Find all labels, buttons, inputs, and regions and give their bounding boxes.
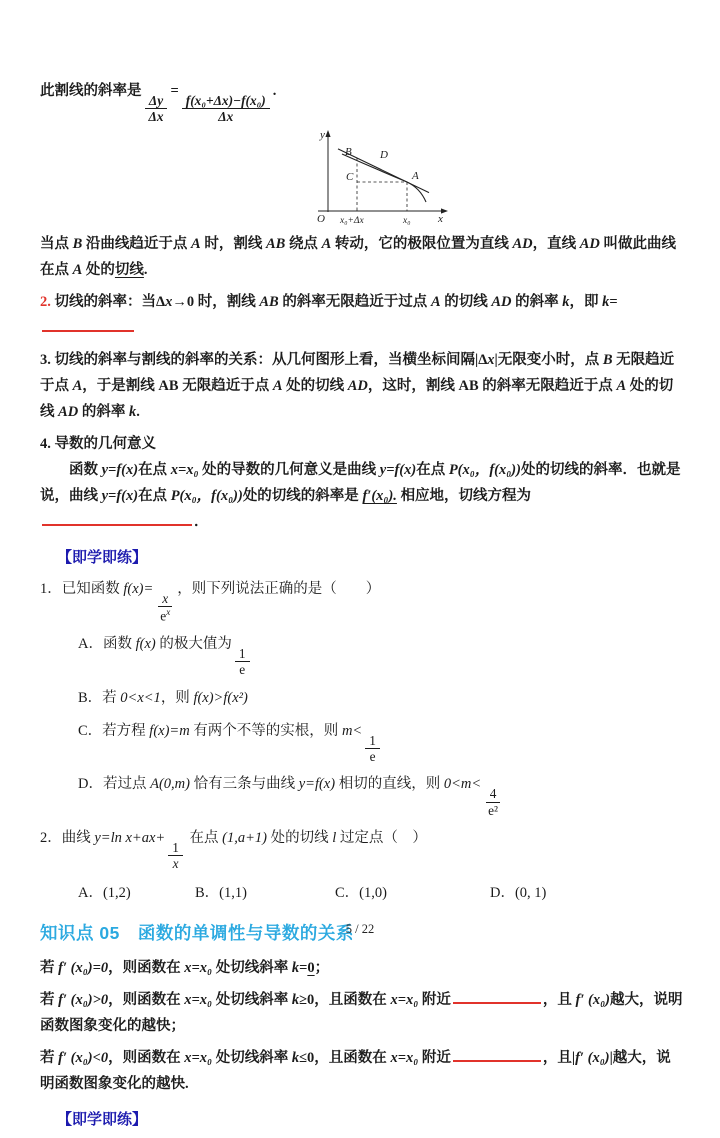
item-4-title: 4. 导数的几何意义 [40,435,156,452]
para-geometric-meaning: 函数 y=f(x)在点 x=x₀ 处的导数的几何意义是曲线 y=f(x)在点 P(x₀，f(x₀))处的切线的斜率．也就是说，曲线 y=f(x)在点 P(x₀，f(x₀))处的切线的斜率是 f′(x₀). 相应地，切线方程为． [40,461,681,530]
question-1: 1．已知函数 f(x)= $\frac{x}{e^x}$ ，则下列说法正确的是（ ） [40,580,381,624]
label-tick-x0-dx: x₀+Δx [340,215,364,226]
kp05-para-negative: 若 f′ (x₀)<0，则函数在 x=x₀ 处切线斜率 k≤0，且函数在 x=x₀ 附近 ，且|f′ (x₀)|越大，说明函数图象变化的越快. [40,1045,684,1097]
q2-options-row [40,880,684,906]
kp05-para-zero: 若 f′ (x₀)=0，则函数在 x=x₀ 处切线斜率 k=0； [40,959,330,976]
secant-slope-formula: 此割线的斜率是 $\frac{\Delta y}{\Delta x}$ = $\frac{\text{f(x₀+Δx)−f(x₀)}}{\Delta x}$ . [40,83,277,125]
y-axis-arrow-icon [325,130,330,137]
knowledge-point-05-heading: 知识点 05 函数的单调性与导数的关系 [40,922,354,943]
q2-option-c: C．(1,0) [335,884,387,901]
practice-label-2: 【即学即练】 [57,1111,148,1128]
label-point-b: B [345,145,352,158]
q1-option-d: D．若过点 A(0,m) 恰有三条与曲线 y=f(x) 相切的直线，则 0<m< $\frac{4}{\text{e²}}$ [40,771,684,818]
kp05-para-positive: 若 f′ (x₀)>0，则函数在 x=x₀ 处切线斜率 k≥0，且函数在 x=x₀ 附近 ，且 f′ (x₀)越大，说明函数图象变化的越快； [40,987,684,1039]
q2-option-d: D．(0, 1) [490,884,547,901]
document-body [40,78,684,1138]
tangent-secant-figure [292,127,452,227]
label-point-c: C [346,170,354,183]
item-3-slope-relation: 3. 切线的斜率与割线的斜率的关系：从几何图形上看，当横坐标间隔|Δx|无限变小时，点 B 无限趋近于点 A，于是割线 AB 无限趋近于点 A 处的切线 AD，这时，割线 AB 的斜率无限趋近于点 A 处的切线 AD 的斜率 k. [40,351,675,420]
label-origin: O [317,212,325,225]
para-tangent-definition: 当点 B 沿曲线趋近于点 A 时，割线 AB 绕点 A 转动，它的极限位置为直线 AD，直线 AD 叫做此曲线在点 A 处的切线. [40,235,677,278]
q1-option-a: A．函数 f(x) 的极大值为 $\frac{1}{e}$ [40,631,684,678]
label-point-d: D [380,148,388,161]
q1-option-b: B．若 0<x<1，则 f(x)>f(x²) [78,689,248,706]
q2-option-a: A．(1,2) [78,884,131,901]
question-2: 2．曲线 y=ln x+ax+ $\frac{1}{x}$ 在点 (1,a+1) 处的切线 l 过定点（ ） [40,829,427,872]
label-tick-x0: x₀ [403,215,411,226]
q2-option-b: B．(1,1) [195,884,247,901]
q1-option-c: C．若方程 f(x)=m 有两个不等的实根，则 m< $\frac{1}{e}$ [40,718,684,765]
label-x: x [438,212,443,225]
practice-label-1: 【即学即练】 [57,549,148,566]
figure-svg [292,127,452,227]
label-point-a: A [412,169,419,182]
label-y: y [320,128,325,141]
item-2-tangent-slope: 2. 切线的斜率：当Δx→0 时，割线 AB 的斜率无限趋近于过点 A 的切线 AD 的斜率 k，即 k= [40,289,684,341]
page-number: 5 / 22 [345,922,375,936]
